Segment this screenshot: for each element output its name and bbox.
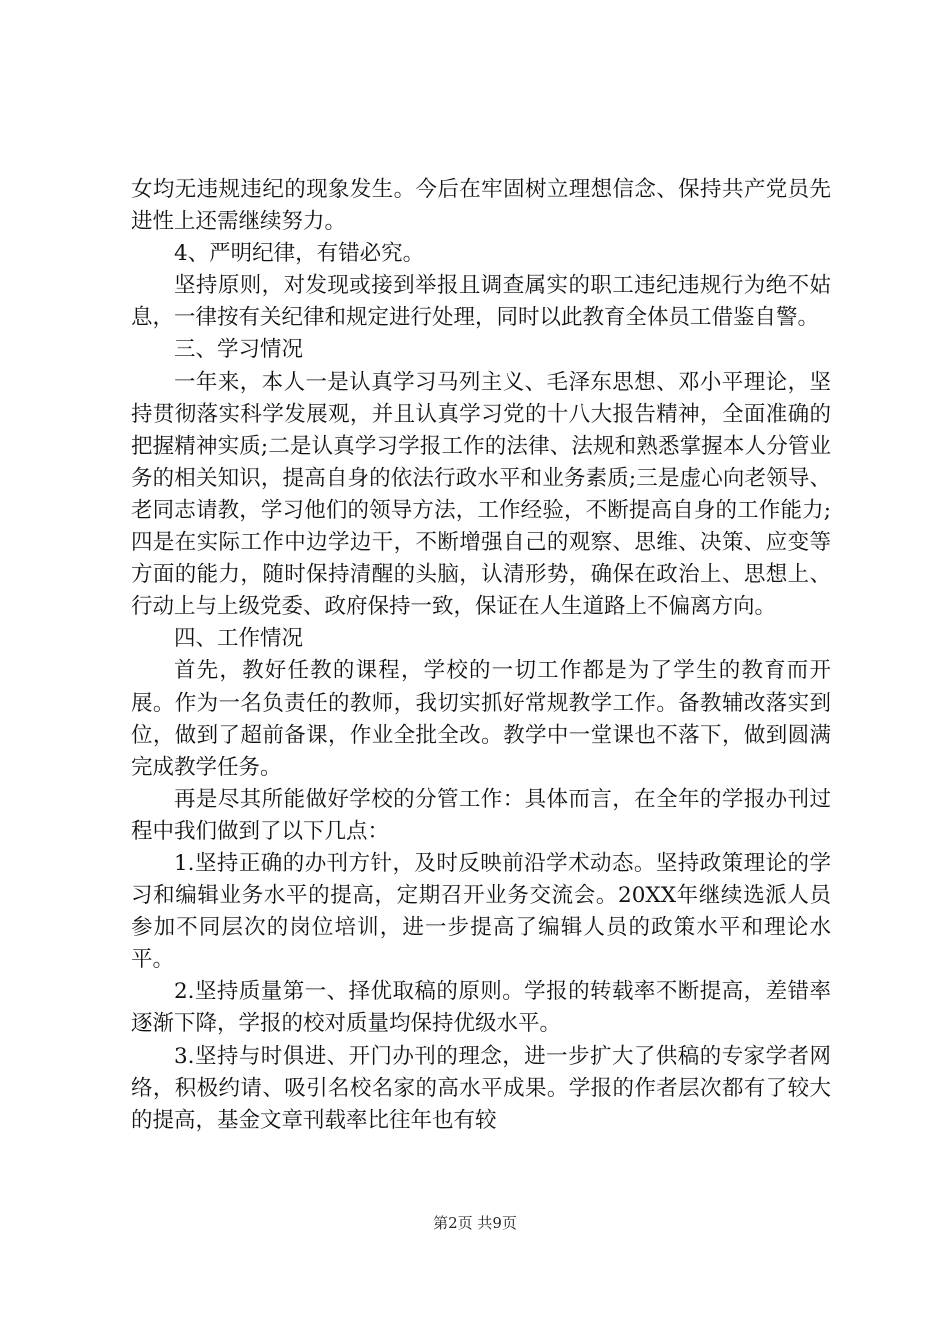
section-heading-work: 四、工作情况 <box>174 626 304 652</box>
paragraph-continuation: 女均无违规违纪的现象发生。今后在牢固树立理想信念、保持共产党员先进性上还需继续努力。 <box>131 177 831 235</box>
paragraph-study: 一年来，本人一是认真学习马列主义、毛泽东思想、邓小平理论，坚持贯彻落实科学发展观，并且认真学习党的十八大报告精神，全面准确的把握精神实质;二是认真学习学报工作的法律、法规和熟悉掌握本人分管业务的相关知识，提高自身的依法行政水平和业务素质;三是虚心向老领导、老同志请教，学习他们的领导方法，工作经验，不断提高自身的工作能力;四是在实际工作中边学边干，不断增强自己的观察、思维、决策、应变等方面的能力，随时保持清醒的头脑，认清形势，确保在政治上、思想上、行动上与上级党委、政府保持一致，保证在人生道路上不偏离方向。 <box>131 369 831 620</box>
paragraph-point-3: 3.坚持与时俱进、开门办刊的理念，进一步扩大了供稿的专家学者网络，积极约请、吸引名校名家的高水平成果。学报的作者层次都有了较大的提高，基金文章刊载率比往年也有较 <box>131 1043 831 1133</box>
page-footer: 第2页 共9页 <box>433 1214 517 1232</box>
section-heading-discipline: 4、严明纪律，有错必究。 <box>174 241 425 267</box>
paragraph-point-1: 1.坚持正确的办刊方针，及时反映前沿学术动态。坚持政策理论的学习和编辑业务水平的提高，定期召开业务交流会。20XX年继续选派人员参加不同层次的岗位培训，进一步提高了编辑人员的政策水平和理论水平。 <box>131 850 831 973</box>
paragraph-point-2: 2.坚持质量第一、择优取稿的原则。学报的转载率不断提高，差错率逐渐下降，学报的校对质量均保持优级水平。 <box>131 979 831 1037</box>
document-body <box>131 174 831 1137</box>
paragraph-work-management: 再是尽其所能做好学校的分管工作：具体而言，在全年的学报办刊过程中我们做到了以下几点： <box>131 786 831 844</box>
paragraph-work-teaching: 首先，教好任教的课程，学校的一切工作都是为了学生的教育而开展。作为一名负责任的教师，我切实抓好常规教学工作。备教辅改落实到位，做到了超前备课，作业全批全改。教学中一堂课也不落下，做到圆满完成教学任务。 <box>131 658 831 780</box>
paragraph-discipline: 坚持原则，对发现或接到举报且调查属实的职工违纪违规行为绝不姑息，一律按有关纪律和规定进行处理，同时以此教育全体员工借鉴自警。 <box>131 273 831 331</box>
section-heading-study: 三、学习情况 <box>174 337 304 363</box>
